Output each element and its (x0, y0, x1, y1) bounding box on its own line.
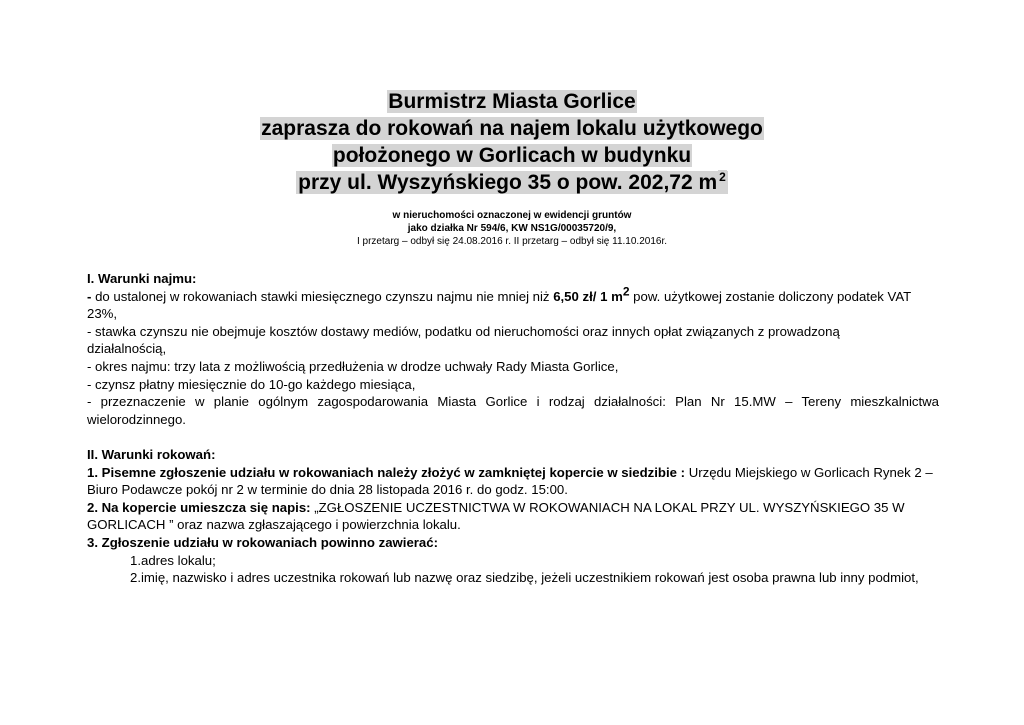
section-1-item-2-cont: działalnością, (87, 341, 167, 357)
subheader-line-3: I przetarg – odbył się 24.08.2016 r. II przetarg – odbył się 11.10.2016r. (356, 236, 667, 247)
section-1-heading-text: I. Warunki najmu: (87, 271, 197, 286)
title-line-2 (0, 115, 1024, 142)
item-1-dash: - (87, 288, 96, 304)
section-1-item-1 (87, 284, 939, 306)
point-2-text: „ZGŁOSZENIE UCZESTNICTWA W ROKOWANIACH NA LOKAL PRZY UL. WYSZYŃSKIEGO 35 W (314, 499, 905, 515)
section-2-point-1 (87, 464, 939, 482)
item-1-text-b: pow. użytkowej zostanie doliczony podatek VAT (629, 288, 912, 304)
section-2-point-2-cont: GORLICACH ” oraz nazwa zgłaszającego i powierzchnia lokalu. (87, 517, 461, 533)
item-1-text-a: do ustalonej w rokowaniach stawki miesięcznego czynszu najmu nie mniej niż (95, 288, 554, 304)
title-text-4 (296, 171, 728, 194)
title-text-3: położonego w Gorlicach w budynku (332, 144, 692, 167)
section-2-heading-text: II. Warunki rokowań: (87, 446, 216, 462)
section-2-point-1-cont: Biuro Podawcze pokój nr 2 w terminie do dnia 28 listopada 2016 r. do godz. 15:00. (87, 482, 568, 498)
section-1-item-1-cont: 23%, (87, 306, 118, 322)
title-line-1 (0, 88, 1024, 115)
body-text (87, 270, 939, 587)
item-1-rate-sup: 2 (622, 284, 630, 299)
section-1-item-5-cont: wielorodzinnego. (87, 411, 186, 427)
section-1-item-2: - stawka czynszu nie obejmuje kosztów dostawy mediów, podatku od nieruchomości oraz innych opłat związanych z prowadzoną (87, 323, 840, 339)
section-1-item-5: - przeznaczenie w planie ogólnym zagospodarowania Miasta Gorlice i rodzaj działalności: Plan Nr 15.MW – Tereny mieszkalnictwa (87, 394, 939, 410)
section-2-heading (87, 446, 939, 464)
title-text-1: Burmistrz Miasta Gorlice (388, 90, 636, 113)
section-2-sub-1: 1.adres lokalu; (130, 552, 216, 568)
title-text-2: zaprasza do rokowań na najem lokalu użytkowego (261, 117, 763, 140)
section-1-item-3: - okres najmu: trzy lata z możliwością przedłużenia w drodze uchwały Rady Miasta Gorlice, (87, 358, 619, 374)
subheader-block (0, 209, 1024, 248)
point-3-bold: 3. Zgłoszenie udziału w rokowaniach powinno zawierać: (87, 534, 438, 550)
section-1-item-4: - czynsz płatny miesięcznie do 10-go każdego miesiąca, (87, 376, 416, 392)
subheader-line-2: jako działka Nr 594/6, KW NS1G/00035720/9, (407, 223, 617, 234)
title-text-4-main: przy ul. Wyszyńskiego 35 o pow. 202,72 m (298, 171, 718, 194)
point-2-bold: 2. Na kopercie umieszcza się napis: (87, 499, 315, 515)
point-1-bold: 1. Pisemne zgłoszenie udziału w rokowaniach należy złożyć w zamkniętej kopercie w siedzibie : (87, 464, 689, 480)
title-block (0, 88, 1024, 196)
point-1-text: Urzędu Miejskiego w Gorlicach Rynek 2 – (688, 464, 933, 480)
title-superscript: 2 (719, 170, 726, 184)
section-2-point-2 (87, 499, 939, 517)
title-line-4 (0, 169, 1024, 196)
section-2-sub-2: 2.imię, nazwisko i adres uczestnika rokowań lub nazwę oraz siedzibę, jeżeli uczestnikiem rokowań jest osoba prawna lub inny podmiot, (130, 570, 919, 586)
item-1-rate (553, 284, 630, 304)
section-1-heading (87, 270, 939, 288)
subheader-line-1: w nieruchomości oznaczonej w ewidencji gruntów (392, 210, 632, 221)
section-gap (87, 428, 939, 446)
section-2-point-3 (87, 534, 939, 552)
item-1-rate-value: 6,50 zł/ 1 m (553, 288, 623, 304)
title-line-3 (0, 142, 1024, 169)
